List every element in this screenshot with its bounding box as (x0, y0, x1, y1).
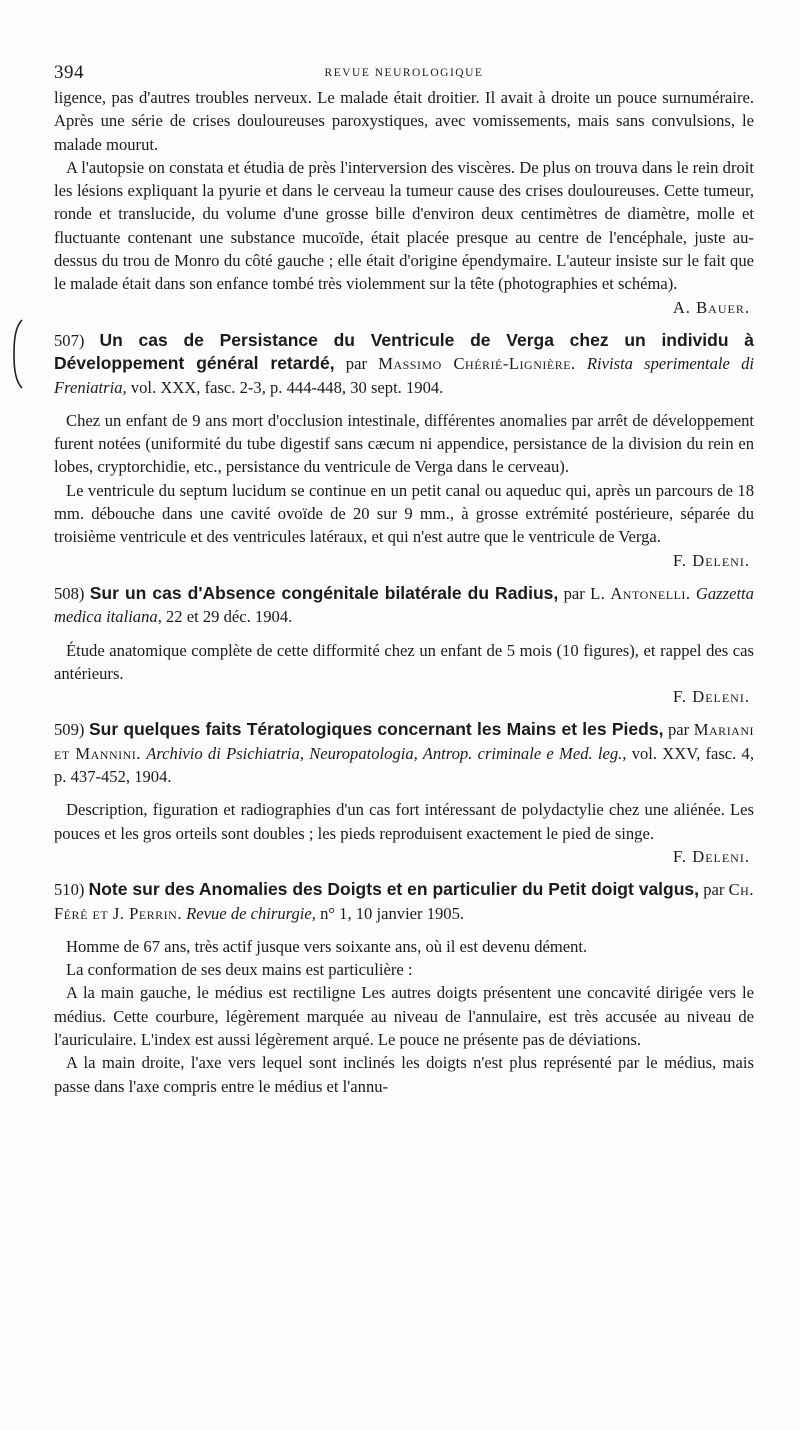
entry-citation: vol. XXV, fasc. 4, p. 437-452, 1904. (54, 743, 754, 787)
entry-by: par (563, 583, 585, 603)
entry-journal: Archivio di Psichiatria, Neuropatologia, Antrop. criminale e Med. leg., (146, 743, 627, 763)
entry-paragraph: Homme de 67 ans, très actif jusque vers soixante ans, où il est devenu dément. (66, 936, 588, 956)
entry-507-abstract (54, 409, 754, 572)
entry-signature: F. Deleni. (673, 846, 750, 866)
entry-by: par (703, 880, 725, 900)
entry-title: Sur quelques faits Tératologiques concernant les Mains et les Pieds, (88, 719, 664, 740)
entry-paragraph: A la main gauche, le médius est rectiligne Les autres doigts présentent une concavité dirigée vers le médius. Cette courbure, légèrement marquée au niveau de l'annulaire, est très accusée au niveau de l'auriculaire. L'index est aussi légèrement arqué. Le pouce ne présente pas de déviations. (54, 983, 754, 1049)
entry-title: Note sur des Anomalies des Doigts et en particulier du Petit doigt valgus, (88, 879, 700, 900)
entry-signature: F. Deleni. (673, 550, 750, 570)
entry-authors: Mariani et Mannini. (54, 720, 755, 763)
entry-paragraph: Description, figuration et radiographies d'un cas fort intéressant de polydactylie chez une aliénée. Les pouces et les gros orteils sont doubles ; les pieds reproduisent exactement le pied de singe. (54, 800, 754, 843)
intro-paragraph-1: ligence, pas d'autres troubles nerveux. Le malade était droitier. Il avait à droite un pouce surnuméraire. Après une série de crises douloureuses paroxystiques, avec vomissements, mais sans convulsions, le malade mourut. (54, 88, 754, 154)
entry-508-abstract (54, 639, 754, 709)
page-number: 394 (54, 62, 84, 83)
entry-number: 508) (54, 583, 85, 603)
intro-paragraph-2: A l'autopsie on constata et étudia de près l'interversion des viscères. De plus on trouva dans le rein droit les lésions expliquant la pyurie et dans le cerveau la tumeur cause des crises douloureuses. Cette tumeur, ronde et translucide, du volume d'une grosse bille d'environ deux centimètres de diamètre, molle et fluctuante contenant une substance mucoïde, était placée presque au centre de l'encéphale, juste au-dessus du trou de Monro du côté gauche ; elle était d'origine épendymaire. L'auteur insiste sur le fait que le malade était dans son enfance tombé très violemment sur la tête (photographies et schéma). (54, 157, 754, 294)
entry-paragraph: Étude anatomique complète de cette difformité chez un enfant de 5 mois (10 figures), et rappel des cas antérieurs. (54, 640, 754, 683)
entry-by: par (345, 354, 367, 374)
page-header (54, 62, 754, 86)
entry-510-abstract (54, 935, 754, 1098)
entry-number: 510) (54, 880, 85, 900)
entry-title: Sur un cas d'Absence congénitale bilatérale du Radius, (89, 582, 559, 603)
entry-by: par (668, 720, 690, 740)
entry-journal: Rivista sperimentale di Freniatria, (54, 354, 754, 397)
entry-authors: L. Antonelli. (590, 583, 691, 603)
entry-citation: 22 et 29 déc. 1904. (166, 607, 293, 627)
entry-journal: Revue de chirurgie, (186, 903, 316, 923)
entry-510-heading (54, 878, 754, 925)
entry-citation: vol. XXX, fasc. 2-3, p. 444-448, 30 sept. 1904. (130, 377, 444, 397)
entry-paragraph: Le ventricule du septum lucidum se continue en un petit canal ou aqueduc qui, après un parcours de 18 mm. débouche dans une cavité ovoïde de 20 sur 9 mm., à grosse extrémité postérieure, séparée du troisième ventricule et des ventricules latéraux, et qui n'est autre que le ventricule de Verga. (54, 480, 754, 547)
entry-citation: n° 1, 10 janvier 1905. (320, 903, 465, 923)
entry-number: 509) (54, 720, 85, 740)
entry-507-heading (54, 329, 754, 399)
running-title: REVUE NEUROLOGIQUE (324, 67, 484, 79)
entry-authors: Ch. Féré et J. Perrin. (54, 880, 754, 923)
entry-number: 507) (54, 330, 85, 350)
page-content (54, 86, 754, 1098)
entry-title: Un cas de Persistance du Ventricule de Verga chez un individu à Développement général retardé, (54, 329, 754, 374)
entry-paragraph: La conformation de ses deux mains est particulière : (66, 960, 413, 980)
intro-signature: A. Bauer. (672, 297, 750, 317)
entry-journal: Gazzetta medica italiana, (54, 583, 754, 627)
entry-509-abstract (54, 798, 754, 868)
entry-508-heading (54, 582, 754, 629)
entry-authors: Massimo Chérié-Lignière. (378, 354, 576, 374)
margin-bracket-mark (10, 318, 24, 390)
entry-509-heading (54, 718, 754, 788)
entry-signature: F. Deleni. (673, 687, 750, 707)
entry-paragraph: Chez un enfant de 9 ans mort d'occlusion intestinale, différentes anomalies par arrêt de développement furent notées (uniformité du tube digestif sans cæcum ni appendice, persistance de la division du rein en lobes, cryptorchidie, etc., persistance du ventricule de Verga dans le cerveau). (54, 410, 754, 477)
entry-paragraph: A la main droite, l'axe vers lequel sont inclinés les doigts n'est plus représenté par le médius, mais passe dans l'axe compris entre le médius et l'annu- (54, 1053, 754, 1096)
